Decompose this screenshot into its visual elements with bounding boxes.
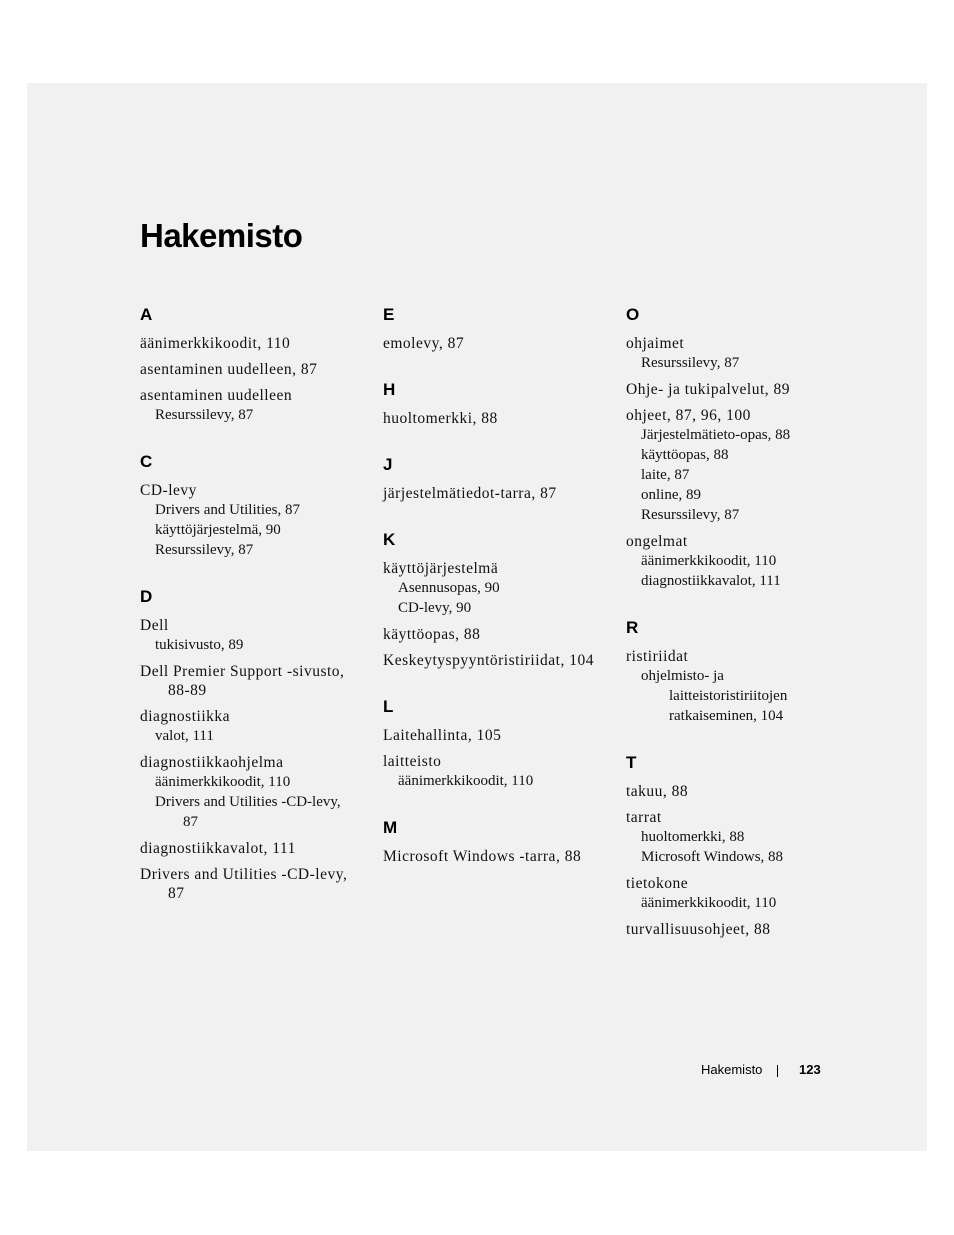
index-subentry: Resurssilevy, 87: [155, 542, 254, 558]
index-column-2: [383, 300, 598, 892]
index-subentry: Asennusopas, 90: [398, 580, 500, 596]
index-entry: [626, 380, 841, 399]
index-entry: [383, 484, 598, 503]
index-section: [383, 696, 598, 791]
index-section: [626, 617, 841, 726]
index-term: Ohje- ja tukipalvelut, 89: [626, 381, 791, 398]
index-subentry: Resurssilevy, 87: [641, 355, 740, 371]
index-subentry: CD-levy, 90: [398, 600, 472, 616]
index-entry: [626, 406, 841, 525]
index-section: [383, 817, 598, 866]
section-letter-heading: C: [140, 452, 153, 471]
index-entry: [626, 647, 841, 726]
index-section: [383, 529, 598, 670]
page-title: Hakemisto: [140, 217, 303, 254]
index-entry: [140, 753, 355, 832]
index-section: [383, 454, 598, 503]
index-term: tietokone: [626, 875, 689, 892]
index-subentry: tukisivusto, 89: [155, 637, 244, 653]
index-entry: [140, 334, 355, 353]
index-section: [383, 304, 598, 353]
index-term: käyttöopas, 88: [383, 626, 481, 643]
index-subentry: äänimerkkikoodit, 110: [641, 895, 777, 911]
index-term: takuu, 88: [626, 783, 689, 800]
index-section: [140, 451, 355, 560]
index-subentry: äänimerkkikoodit, 110: [641, 553, 777, 569]
index-term: käyttöjärjestelmä: [383, 560, 499, 577]
section-letter-heading: T: [626, 753, 637, 772]
index-term: diagnostiikkaohjelma: [140, 754, 284, 771]
index-entry: [383, 625, 598, 644]
index-term: ongelmat: [626, 533, 688, 550]
index-subentry: äänimerkkikoodit, 110: [398, 773, 534, 789]
index-subentry: diagnostiikkavalot, 111: [641, 573, 781, 589]
index-term: diagnostiikkavalot, 111: [140, 840, 296, 857]
index-term: äänimerkkikoodit, 110: [140, 335, 291, 352]
index-column-3: [626, 300, 841, 965]
index-entry: [140, 360, 355, 379]
section-letter-heading: E: [383, 305, 395, 324]
index-section: [626, 752, 841, 939]
footer-section-label: Hakemisto: [701, 1062, 763, 1077]
index-term: diagnostiikka: [140, 708, 231, 725]
index-column-1: [140, 300, 355, 929]
index-section: [383, 379, 598, 428]
index-term: tarrat: [626, 809, 662, 826]
index-term: Drivers and Utilities -CD-levy, 87: [140, 866, 348, 902]
index-entry: [383, 334, 598, 353]
index-entry: [383, 847, 598, 866]
index-term: laitteisto: [383, 753, 442, 770]
index-subentry: äänimerkkikoodit, 110: [155, 774, 291, 790]
index-subentry: Drivers and Utilities, 87: [155, 502, 300, 518]
index-term: emolevy, 87: [383, 335, 465, 352]
index-term: järjestelmätiedot-tarra, 87: [383, 485, 557, 502]
index-entry: [383, 752, 598, 791]
section-letter-heading: A: [140, 305, 153, 324]
index-term: Keskeytyspyyntöristiriidat, 104: [383, 652, 594, 669]
index-entry: [626, 920, 841, 939]
index-term: Dell Premier Support -sivusto, 88-89: [140, 663, 345, 699]
index-entry: [626, 874, 841, 913]
index-entry: [140, 386, 355, 425]
index-entry: [626, 532, 841, 591]
section-letter-heading: J: [383, 455, 393, 474]
index-subentry: Drivers and Utilities -CD-levy, 87: [155, 794, 341, 830]
section-letter-heading: M: [383, 818, 398, 837]
index-subentry: huoltomerkki, 88: [641, 829, 745, 845]
index-term: Microsoft Windows -tarra, 88: [383, 848, 582, 865]
index-entry: [140, 839, 355, 858]
index-subentry: Microsoft Windows, 88: [641, 849, 784, 865]
index-entry: [383, 409, 598, 428]
footer-separator: [777, 1065, 778, 1077]
index-subentry: käyttöopas, 88: [641, 447, 729, 463]
index-entry: [626, 334, 841, 373]
index-term: huoltomerkki, 88: [383, 410, 498, 427]
page-number: 123: [799, 1062, 821, 1077]
index-section: [140, 586, 355, 903]
index-entry: [140, 616, 355, 655]
index-entry: [626, 808, 841, 867]
index-subentry: Resurssilevy, 87: [155, 407, 254, 423]
index-entry: [140, 865, 355, 903]
section-letter-heading: H: [383, 380, 396, 399]
index-term: CD-levy: [140, 482, 197, 499]
index-entry: [383, 726, 598, 745]
index-entry: [140, 662, 355, 700]
index-section: [140, 304, 355, 425]
index-entry: [383, 559, 598, 618]
index-term: ohjeet, 87, 96, 100: [626, 407, 751, 424]
index-section: [626, 304, 841, 591]
index-subentry: online, 89: [641, 487, 701, 503]
section-letter-heading: D: [140, 587, 153, 606]
index-entry: [140, 481, 355, 560]
index-term: ohjaimet: [626, 335, 685, 352]
index-entry: [383, 651, 598, 670]
section-letter-heading: L: [383, 697, 394, 716]
index-term: asentaminen uudelleen: [140, 387, 293, 404]
index-term: Dell: [140, 617, 169, 634]
index-subentry: valot, 111: [155, 728, 214, 744]
index-subentry: Resurssilevy, 87: [641, 507, 740, 523]
index-subentry: ohjelmisto- ja laitteistoristiriitojen ratkaiseminen, 104: [641, 668, 788, 724]
index-subentry: käyttöjärjestelmä, 90: [155, 522, 281, 538]
index-subentry: laite, 87: [641, 467, 690, 483]
index-term: Laitehallinta, 105: [383, 727, 502, 744]
index-entry: [626, 782, 841, 801]
section-letter-heading: K: [383, 530, 396, 549]
index-term: asentaminen uudelleen, 87: [140, 361, 318, 378]
index-term: turvallisuusohjeet, 88: [626, 921, 771, 938]
index-term: ristiriidat: [626, 648, 689, 665]
section-letter-heading: R: [626, 618, 639, 637]
index-entry: [140, 707, 355, 746]
index-subentry: Järjestelmätieto-opas, 88: [641, 427, 791, 443]
section-letter-heading: O: [626, 305, 640, 324]
